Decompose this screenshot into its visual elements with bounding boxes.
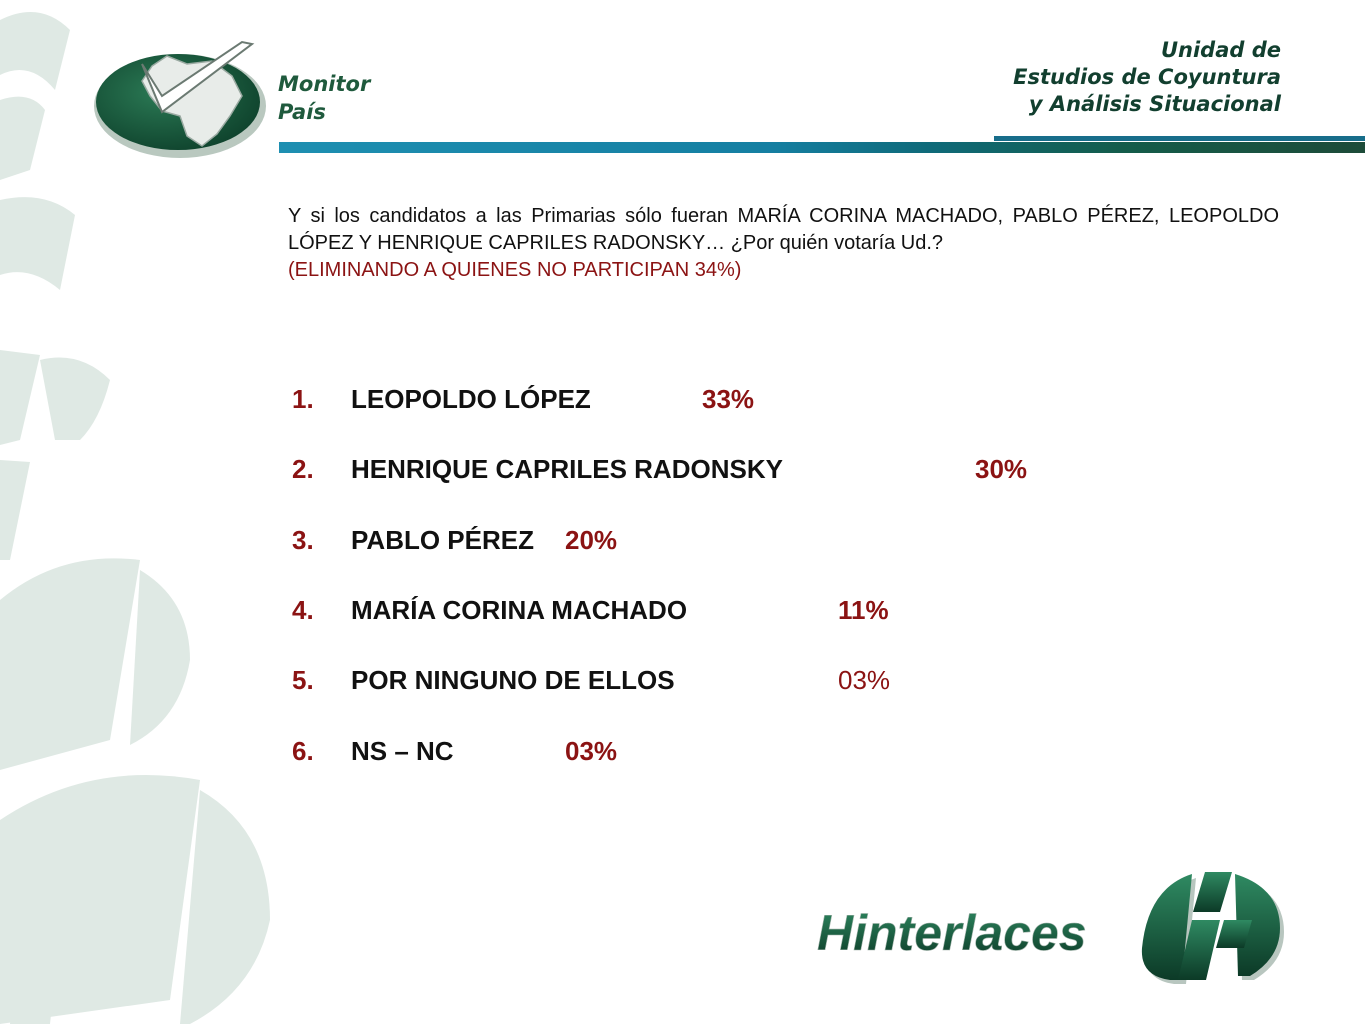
brand-title <box>278 70 370 126</box>
survey-question <box>288 203 1279 284</box>
candidate-percent: 20% <box>565 525 618 555</box>
header-divider <box>279 142 1365 153</box>
candidate-name: NS – NC <box>351 736 454 766</box>
hinterlaces-logo-icon <box>815 860 1325 990</box>
unit-title <box>1013 37 1281 118</box>
item-number: 2. <box>292 454 314 484</box>
item-number: 1. <box>292 384 314 414</box>
item-number: 6. <box>292 736 314 766</box>
candidate-percent: 03% <box>838 665 891 695</box>
unit-line-1: Unidad de <box>1160 38 1281 62</box>
brand-line-2: País <box>278 100 326 124</box>
header-divider-accent <box>994 136 1365 141</box>
question-text: Y si los candidatos a las Primarias sólo fueran MARÍA CORINA MACHADO, PABLO PÉREZ, LEOPOLDO LÓPEZ Y HENRIQUE CAPRILES RADONSKY… ¿Por quién votaría Ud.? <box>288 205 1279 254</box>
venezuela-map-logo-icon <box>92 36 282 164</box>
candidate-name: HENRIQUE CAPRILES RADONSKY <box>351 454 783 484</box>
unit-line-3: y Análisis Situacional <box>1028 92 1281 116</box>
candidate-name: POR NINGUNO DE ELLOS <box>351 665 675 695</box>
candidate-percent: 03% <box>565 736 618 766</box>
candidate-percent: 11% <box>838 595 889 625</box>
brand-line-1: Monitor <box>278 72 371 96</box>
candidate-percent: 30% <box>975 454 1028 484</box>
item-number: 4. <box>292 595 314 625</box>
candidate-name: MARÍA CORINA MACHADO <box>351 595 688 625</box>
item-number: 3. <box>292 525 314 555</box>
unit-line-2: Estudios de Coyuntura <box>1013 65 1281 89</box>
candidate-name: LEOPOLDO LÓPEZ <box>351 384 591 414</box>
item-number: 5. <box>292 665 314 695</box>
candidate-percent: 33% <box>702 384 755 414</box>
question-note: (ELIMINANDO A QUIENES NO PARTICIPAN 34%) <box>288 259 742 281</box>
company-wordmark: Hinterlaces <box>817 905 1087 961</box>
candidate-name: PABLO PÉREZ <box>351 525 534 555</box>
